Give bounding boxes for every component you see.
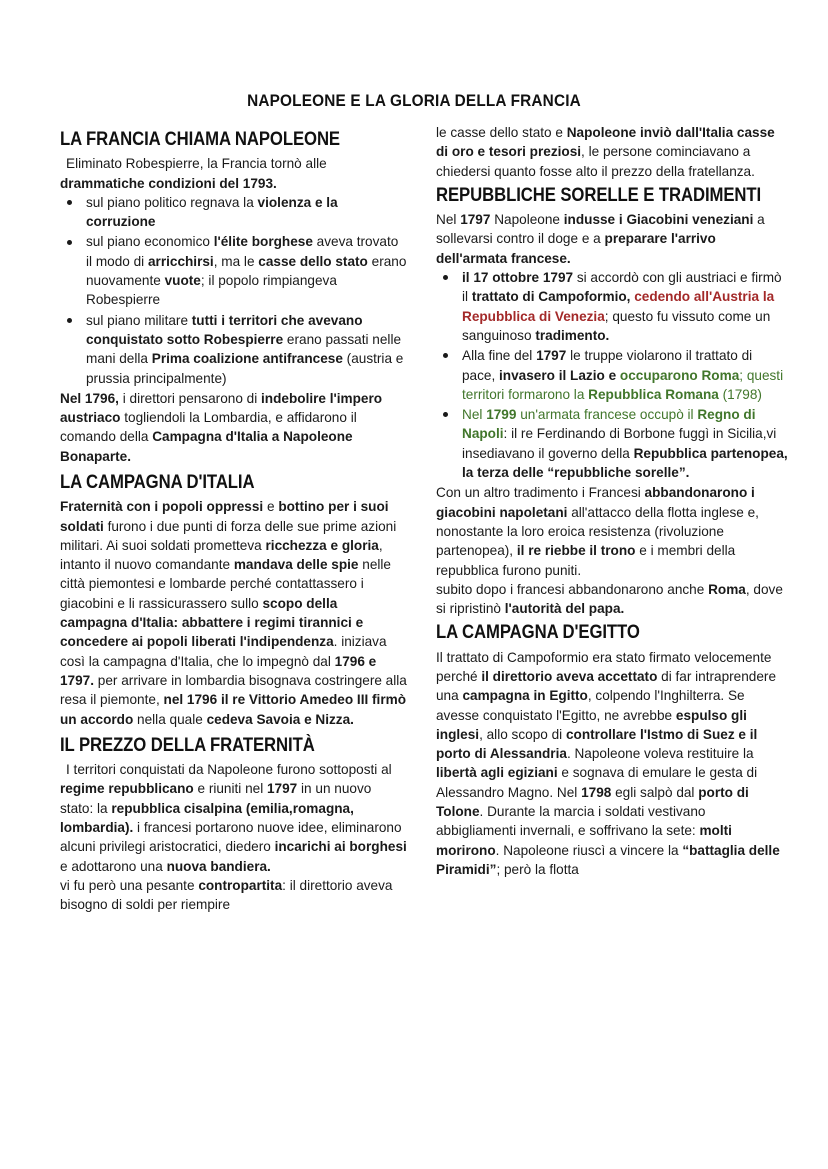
text-run: (austria e prussia principalmente): [86, 351, 404, 386]
text-run: sul piano politico regnava la: [86, 194, 258, 210]
text-run: egli salpò dal: [611, 784, 699, 800]
text-run-bold: cedeva Savoia e Nizza.: [206, 711, 354, 727]
section-heading-la-francia-chiama-napoleone: LA FRANCIA CHIAMA NAPOLEONE: [60, 129, 341, 150]
text-run-bold: Campagna d'Italia a Napoleone Bonaparte.: [60, 429, 353, 464]
text-run-bold-red: cedendo all'Austria la Repubblica di Venezia: [462, 289, 775, 324]
bullet-dot-icon: [67, 318, 72, 323]
text-run: sul piano economico: [86, 234, 214, 250]
text-run: erano nuovamente: [86, 253, 407, 289]
text-run-bold: l'autorità del papa.: [504, 601, 625, 617]
text-run-bold: tutti i territori che avevano conquistato sotto Robespierre: [86, 312, 363, 347]
paragraph-abbandono-roma: [436, 580, 788, 619]
text-run: . Durante la marcia i soldati vestivano abbigliamenti invernali, e soffrivano la sete:: [436, 804, 706, 839]
text-run-bold: il re riebbe il trono: [516, 543, 636, 559]
text-run-bold: mandava delle spie: [233, 557, 359, 573]
paragraph-prezzo-fraternita: [60, 760, 408, 876]
text-run: i direttori pensarono di: [118, 390, 262, 406]
paragraph-intro-francia: [60, 154, 408, 193]
text-run-green: (1798): [718, 386, 762, 402]
paragraph-campagna-egitto: [436, 648, 788, 880]
text-run: nelle città piemontesi e lombarde perché contattassero i giacobini e li rassicurassero sullo: [60, 557, 391, 611]
text-run: e i membri della repubblica furono puniti.: [436, 543, 736, 578]
text-run-bold: libertà agli egiziani: [436, 765, 558, 781]
bullet-list-repubbliche-sorelle: [436, 268, 788, 482]
bullet-dot-icon: [443, 412, 448, 417]
text-run: e sognava di emulare le gesta di Alessandro Magno. Nel: [436, 765, 758, 800]
text-run-bold: controllare l'Istmo di Suez e il porto di Alessandria: [436, 726, 758, 762]
text-run-bold: incarichi ai borghesi: [274, 839, 407, 855]
text-run: e: [263, 499, 279, 515]
text-run-bold: nel 1796 il re Vittorio Amedeo III firmò un accordo: [60, 692, 407, 727]
text-run: erano passati nelle mani della: [86, 331, 402, 367]
text-run-bold: 1797: [460, 212, 491, 228]
text-run: e adottarono una: [60, 858, 167, 874]
list-item: [436, 268, 788, 345]
text-run: vi fu però una pesante: [60, 877, 199, 893]
list-item: [436, 405, 788, 482]
section-heading-la-campagna-degitto: LA CAMPAGNA D'EGITTO: [436, 622, 640, 644]
text-run: Napoleone: [490, 212, 564, 228]
list-item: [436, 346, 788, 404]
text-run-bold: 1797: [267, 781, 298, 797]
text-run-bold: molti morirono: [436, 823, 732, 858]
text-run-bold: trattato di Campoformio,: [471, 289, 631, 305]
section-heading-la-campagna-ditalia: LA CAMPAGNA D'ITALIA: [60, 472, 255, 494]
text-run: Con un altro tradimento i Francesi: [436, 485, 645, 501]
text-run-bold: Nel 1796,: [60, 390, 119, 406]
text-run-bold: violenza e la corruzione: [86, 194, 338, 230]
page-title: NAPOLEONE E LA GLORIA DELLA FRANCIA: [247, 92, 581, 110]
section-heading-il-prezzo-della-fraternita: IL PREZZO DELLA FRATERNITÀ: [60, 734, 315, 756]
text-run: le truppe violarono il trattato di pace,: [462, 348, 753, 383]
text-run: : il direttorio aveva bisogno di soldi per riempire: [60, 877, 393, 913]
text-run: sul piano militare: [86, 312, 192, 328]
text-run-bold: repubblica cisalpina (emilia,romagna, lombardia).: [60, 800, 354, 835]
text-run: . iniziava così la campagna d'Italia, che lo impegnò dal: [60, 634, 387, 669]
text-run-bold: contropartita: [198, 877, 283, 893]
text-run-bold: 1796 e 1797.: [60, 653, 377, 688]
text-run-bold: il direttorio aveva accettato: [481, 668, 658, 684]
text-run-bold: regime repubblicano: [60, 781, 194, 797]
text-run: . Napoleone voleva restituire la: [566, 746, 754, 762]
text-run-bold-green: occuparono Roma: [619, 367, 740, 383]
text-run: nella quale: [133, 711, 207, 727]
text-run: , dove si ripristinò: [436, 581, 783, 617]
list-item: [60, 193, 408, 232]
text-run-bold: espulso gli inglesi: [436, 707, 747, 742]
text-run-bold: invasero il Lazio e: [499, 367, 620, 383]
text-run-bold-green: Regno di Napoli: [462, 407, 756, 442]
text-run: , allo scopo di: [479, 726, 566, 742]
text-run: , ma le: [213, 253, 259, 269]
text-run: le casse dello stato e: [436, 125, 567, 140]
text-run: , le persone cominciavano a chiedersi quanto fosse alto il prezzo della fratellanza.: [436, 144, 755, 179]
text-run-green: un'armata francese occupò il: [516, 407, 698, 423]
text-run: , colpendo l'Inghilterra. Se avesse conquistato l'Egitto, ne avrebbe: [436, 688, 745, 723]
paragraph-continuation-casse-stato: [436, 123, 788, 181]
text-run: e riuniti nel: [193, 781, 267, 797]
text-run-bold: il 17 ottobre 1797: [462, 270, 574, 286]
text-run: furono i due punti di forza delle sue prime azioni militari. Ai suoi soldati prometteva: [60, 518, 397, 553]
bullet-dot-icon: [443, 353, 448, 358]
text-run-bold: Repubblica partenopea, la terza delle “repubbliche sorelle”.: [462, 445, 788, 481]
text-run-bold: porto di Tolone: [436, 784, 749, 820]
text-run-green: Nel: [462, 407, 487, 423]
text-run-bold: indusse i Giacobini veneziani: [563, 212, 754, 228]
text-run-bold: abbandonarono i giacobini napoletani: [436, 485, 755, 520]
text-run-bold: Roma: [708, 581, 746, 597]
text-run: si accordò con gli austriaci e firmò il: [462, 270, 782, 305]
text-run-bold: nuova bandiera.: [166, 858, 271, 874]
right-column: [436, 123, 788, 879]
list-item: [60, 232, 408, 309]
text-run-bold: 1798: [581, 784, 612, 800]
text-run: Alla fine del: [462, 348, 537, 364]
text-run-bold: “battaglia delle Piramidi”: [436, 842, 780, 877]
text-run-bold: bottino per i suoi soldati: [60, 499, 389, 534]
text-run-bold: arricchirsi: [147, 253, 214, 269]
text-run-bold: campagna in Egitto: [462, 688, 588, 704]
bullet-dot-icon: [443, 275, 448, 280]
text-run: . Napoleone riuscì a vincere la: [495, 842, 683, 858]
text-run: Il trattato di Campoformio era stato firmato velocemente perché: [436, 649, 772, 684]
paragraph-contropartita: [60, 876, 408, 915]
bullet-dot-icon: [67, 200, 72, 205]
text-run: I territori conquistati da Napoleone furono sottoposti al: [66, 762, 392, 778]
text-run: aveva trovato il modo di: [86, 234, 399, 269]
paragraph-closing-1796: [60, 389, 408, 466]
text-run-bold: drammatiche condizioni del 1793.: [60, 175, 277, 191]
text-run: in un nuovo stato: la: [60, 781, 372, 816]
text-run: ; il popolo rimpiangeva Robespierre: [86, 273, 337, 308]
text-run-bold-green: 1799: [486, 407, 517, 423]
text-run: ; però la flotta: [496, 861, 579, 877]
list-item: [60, 311, 408, 388]
left-column: [60, 123, 408, 914]
paragraph-campagna-italia: [60, 497, 408, 729]
text-run: , intanto il nuovo comandante: [60, 537, 383, 573]
text-run: di far intraprendere una: [436, 668, 777, 704]
text-run-bold: vuote: [164, 273, 201, 289]
text-run: subito dopo i francesi abbandonarono anche: [436, 581, 709, 597]
text-run-bold: preparare l'arrivo dell'armata francese.: [436, 231, 716, 266]
section-heading-repubbliche-sorelle-e-tradimenti: REPUBBLICHE SORELLE E TRADIMENTI: [436, 184, 762, 206]
text-run: all'attacco della flotta inglese e, nonostante la loro eroica resistenza (rivoluzione partenopea),: [436, 504, 759, 559]
text-run: : il re Ferdinando di Borbone fuggì in Sicilia,vi insediavano il governo della: [462, 426, 777, 461]
text-run-bold: ricchezza e gloria: [265, 537, 379, 553]
text-run-bold: Fraternità con i popoli oppressi: [60, 499, 264, 515]
text-run: togliendoli la Lombardia, e affidarono il comando della: [60, 410, 357, 445]
text-run-bold-green: Repubblica Romana: [588, 386, 719, 402]
text-run-bold: casse dello stato: [258, 253, 368, 269]
bullet-dot-icon: [67, 240, 72, 245]
text-run-bold: 1797: [536, 348, 567, 364]
text-run-green: ; questi territori formarono la: [462, 367, 784, 402]
text-run: Nel: [436, 212, 461, 228]
text-run-bold: tradimento.: [535, 327, 610, 343]
text-run: i francesi portarono nuove idee, eliminarono alcuni privilegi aristocratici, diedero: [60, 820, 402, 855]
text-run-bold: indebolire l'impero austriaco: [60, 390, 383, 426]
text-run-bold: Napoleone inviò dall'Italia casse di oro e tesori preziosi: [436, 125, 775, 160]
bullet-list-francia: [60, 193, 408, 388]
text-run-bold: l'élite borghese: [213, 234, 313, 250]
text-run-bold: Prima coalizione antifrancese: [151, 351, 343, 367]
paragraph-intro-repubbliche-sorelle: [436, 210, 788, 268]
text-run: ; questo fu vissuto come un sanguinoso: [462, 308, 771, 343]
text-run: per arrivare in lombardia bisognava costringere alla resa il piemonte,: [60, 672, 407, 708]
text-run-bold: scopo della campagna d'Italia: abbattere i regimi tirannici e concedere ai popoli liberati l'indipendenza: [60, 595, 364, 650]
paragraph-altro-tradimento: [436, 483, 788, 579]
text-run: Eliminato Robespierre, la Francia tornò alle: [66, 156, 327, 172]
two-column-layout: [60, 123, 788, 914]
text-run: a sollevarsi contro il doge e a: [436, 212, 765, 247]
